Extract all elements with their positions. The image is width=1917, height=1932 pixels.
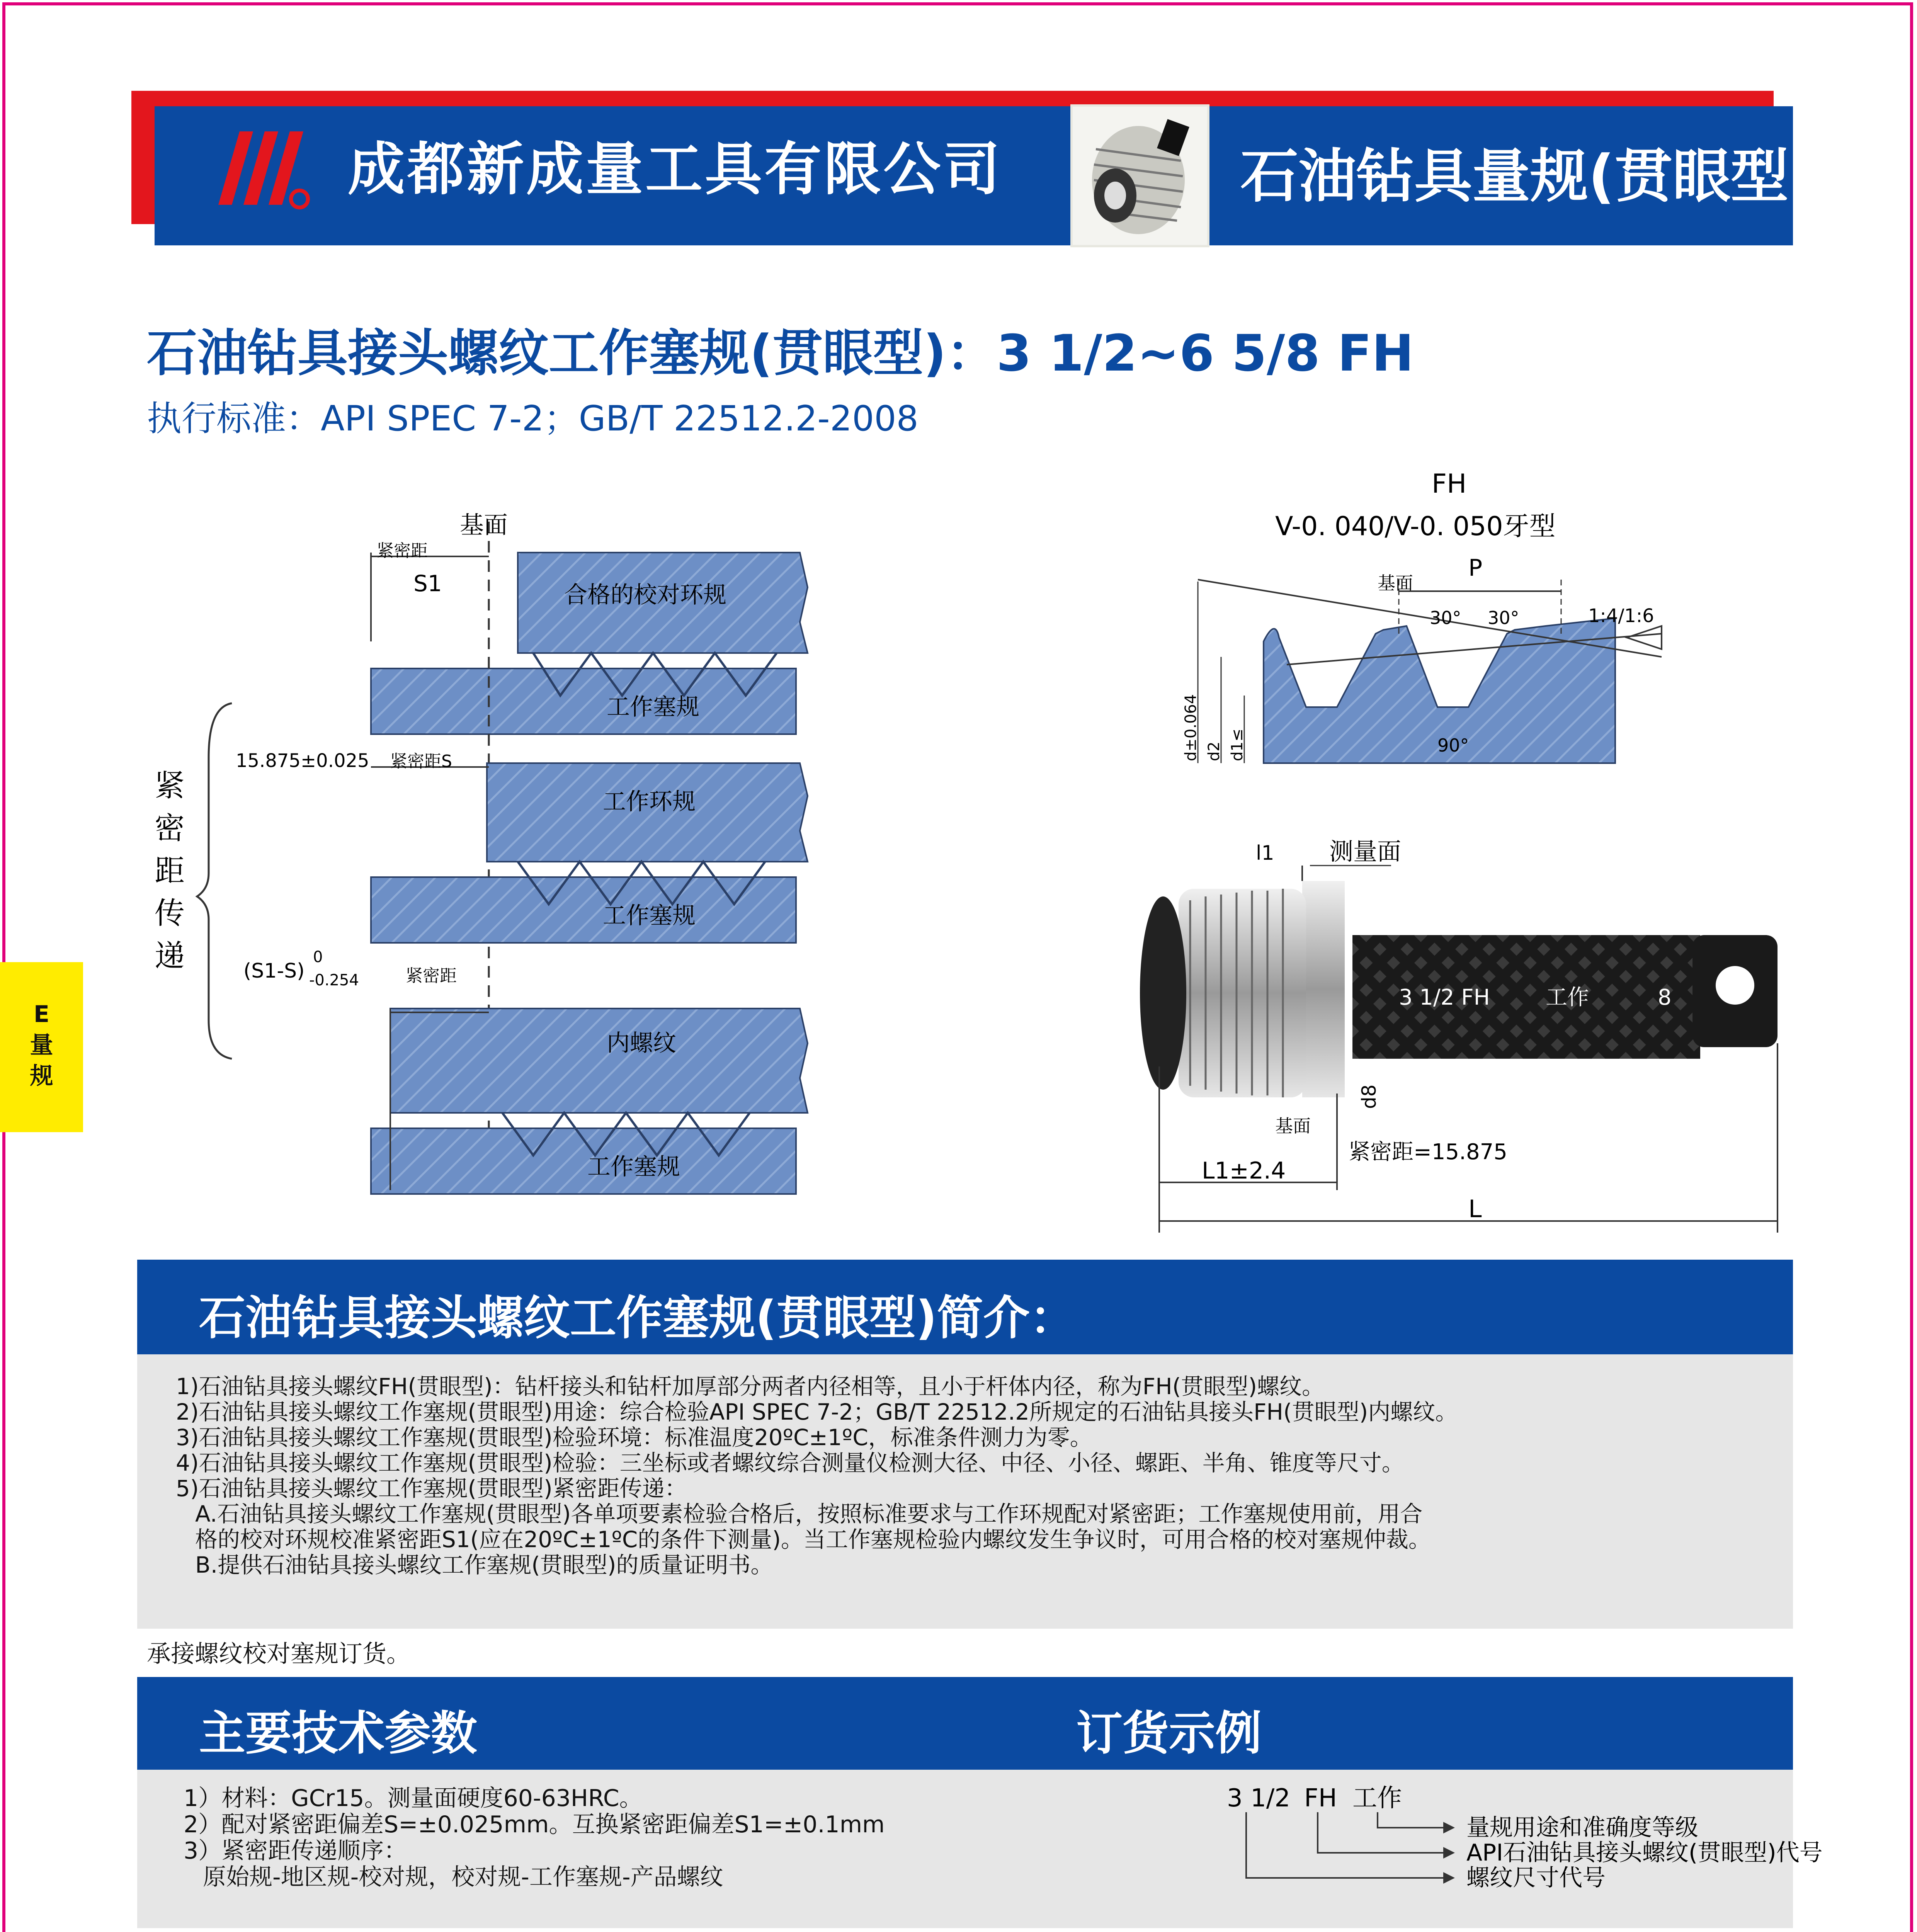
intro-line-6: A.石油钻具接头螺纹工作塞规(贯眼型)各单项要素检验合格后，按照标准要求与工作环规配对紧密距；工作塞规使用前，用合 [195, 1501, 1423, 1527]
company-name: 成都新成量工具有限公司 [348, 136, 1002, 202]
handle-number-text: 8 [1658, 985, 1672, 1010]
angle-left-label: 30° [1430, 607, 1461, 628]
d-tolerance-label: d±0.064 [1182, 694, 1200, 761]
transfer-char-5: 递 [155, 939, 185, 973]
order-usage-code: 工作 [1352, 1784, 1402, 1813]
base-face-label: 基面 [460, 511, 508, 539]
tolerance-top: 0 [313, 948, 323, 966]
intro-line-8: B.提供石油钻具接头螺纹工作塞规(贯眼型)的质量证明书。 [195, 1552, 773, 1578]
intro-content [137, 1354, 1793, 1629]
gauge-tight-dist: 紧密距=15.875 [1349, 1139, 1507, 1165]
work-ring-label: 工作环规 [603, 788, 696, 815]
intro-line-1: 1)石油钻具接头螺纹FH(贯眼型)：钻杆接头和钻杆加厚部分两者内径相等，且小于杆体内径，称为FH(贯眼型)螺纹。 [176, 1373, 1324, 1400]
d2-label: d2 [1205, 742, 1223, 761]
tech-line-3: 3）紧密距传递顺序： [184, 1837, 407, 1864]
company-logo-icon [216, 128, 317, 213]
tech-line-4: 原始规-地区规-校对规，校对规-工作塞规-产品螺纹 [203, 1864, 723, 1891]
thread-profile-diagram [1182, 464, 1708, 773]
tech-line-2: 2）配对紧密距偏差S=±0.025mm。互换紧密距偏差S1=±0.1mm [184, 1811, 885, 1838]
s1-label: S1 [413, 570, 442, 597]
order-note: 承接螺纹校对塞规订货。 [147, 1639, 411, 1668]
handle-size-text: 3 1/2 FH [1399, 985, 1490, 1010]
page-title: 石油钻具接头螺纹工作塞规(贯眼型)：3 1/2~6 5/8 FH [147, 324, 1414, 383]
tolerance-bottom: -0.254 [309, 971, 359, 989]
d8-label: d8 [1358, 1084, 1380, 1109]
tech-content [137, 1770, 1823, 1928]
measure-face-label: 测量面 [1329, 837, 1402, 866]
intro-line-3: 3)石油钻具接头螺纹工作塞规(贯眼型)检验环境：标准温度20ºC±1ºC，标准条件测力为零。 [176, 1424, 1092, 1451]
intro-line-7: 格的校对环规校准紧密距S1(应在20ºC±1ºC的条件下测量)。当工作塞规检验内螺纹发生争议时，可用合格的校对塞规仲裁。 [195, 1526, 1431, 1553]
transfer-char-2: 密 [155, 811, 185, 846]
side-tab-line2: 规 [30, 1063, 53, 1090]
order-example-diagram [1065, 1770, 1823, 1924]
s1-s-label: (S1-S) [243, 959, 305, 983]
gauge-thumbnail-icon [1073, 107, 1207, 245]
tech-section-bar [137, 1677, 1793, 1770]
transfer-char-3: 距 [155, 854, 185, 888]
transfer-char-4: 传 [155, 896, 185, 931]
tech-line-1: 1）材料：GCr15。测量面硬度60-63HRC。 [184, 1785, 643, 1812]
side-tab-letter: E [34, 1001, 49, 1028]
work-plug-label-1: 工作塞规 [607, 694, 699, 721]
standard-line: 执行标准：API SPEC 7-2；GB/T 22512.2-2008 [147, 398, 919, 439]
shoulder-width-label: l1 [1256, 842, 1274, 865]
angle-90-label: 90° [1437, 735, 1469, 756]
gauge-photo [1070, 104, 1209, 247]
taper-label: 1:4/1:6 [1588, 605, 1654, 627]
profile-type-label: V-0. 040/V-0. 050牙型 [1275, 511, 1556, 542]
plug-gauge-drawing [1136, 827, 1789, 1244]
transfer-char-1: 紧 [155, 769, 185, 803]
intro-line-4: 4)石油钻具接头螺纹工作塞规(贯眼型)检验：三坐标或者螺纹综合测量仪检测大径、中径、小径、螺距、半角、锥度等尺寸。 [176, 1450, 1404, 1476]
order-heading: 订货示例 [1076, 1707, 1262, 1760]
angle-right-label: 30° [1488, 607, 1519, 628]
order-thread-code: FH [1304, 1784, 1337, 1813]
tight-dist-label-1: 紧密距 [377, 541, 428, 561]
total-length-label: L [1468, 1195, 1482, 1223]
order-item-2: API石油钻具接头螺纹(贯眼型)代号 [1466, 1839, 1823, 1866]
catalog-section-title: 石油钻具量规(贯眼型) [1240, 143, 1815, 210]
work-plug-label-3: 工作塞规 [587, 1153, 680, 1180]
order-item-1: 量规用途和准确度等级 [1466, 1814, 1698, 1841]
fh-label: FH [1432, 469, 1467, 499]
tech-heading: 主要技术参数 [199, 1707, 477, 1760]
gauge-base-face: 基面 [1275, 1116, 1311, 1136]
work-plug-label-2: 工作塞规 [603, 902, 696, 929]
side-tab[interactable] [0, 962, 83, 1132]
tight-dist-s-label: 紧密距S [390, 752, 452, 771]
pitch-label: P [1468, 554, 1483, 582]
side-tab-line1: 量 [30, 1032, 53, 1059]
dim-15875-label: 15.875±0.025 [236, 750, 369, 772]
d1-label: d1≤ [1228, 728, 1246, 761]
order-item-3: 螺纹尺寸代号 [1466, 1864, 1606, 1891]
intro-line-2: 2)石油钻具接头螺纹工作塞规(贯眼型)用途：综合检验API SPEC 7-2；GB/T 22512.2所规定的石油钻具接头FH(贯眼型)内螺纹。 [176, 1399, 1458, 1425]
tight-distance-diagram [131, 495, 835, 1213]
order-size-code: 3 1/2 [1227, 1784, 1291, 1813]
profile-base-face: 基面 [1378, 573, 1413, 594]
intro-line-5: 5)石油钻具接头螺纹工作塞规(贯眼型)紧密距传递： [176, 1475, 687, 1502]
handle-work-text: 工作 [1546, 985, 1589, 1010]
inner-thread-label: 内螺纹 [607, 1030, 676, 1057]
qualified-ring-label: 合格的校对环规 [564, 582, 726, 609]
intro-heading: 石油钻具接头螺纹工作塞规(贯眼型)简介： [199, 1291, 1076, 1345]
intro-section-bar [137, 1260, 1793, 1354]
tight-dist-label-3: 紧密距 [406, 966, 457, 986]
thread-length-label: L1±2.4 [1202, 1157, 1286, 1184]
